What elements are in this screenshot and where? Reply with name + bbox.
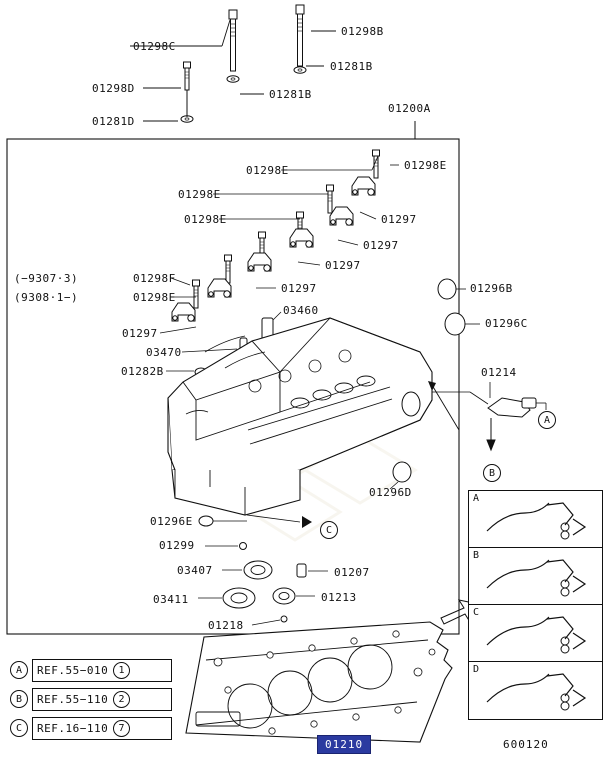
label-01281D: 01281D <box>92 115 135 128</box>
detail-sketch-b <box>469 548 600 603</box>
label-01281B-top: 01281B <box>330 60 373 73</box>
label-03470: 03470 <box>146 346 182 359</box>
ref-row-c[interactable] <box>32 717 172 740</box>
ref-row-c-text: REF.16−110 <box>37 722 109 735</box>
ref-row-b-text: REF.55−110 <box>37 693 109 706</box>
label-01207: 01207 <box>334 566 370 579</box>
label-01298F: 01298F <box>133 272 176 285</box>
drawing-number: 600120 <box>503 738 549 751</box>
detail-panel-c <box>468 604 603 663</box>
date-range-2: (9308·1−) <box>14 291 79 304</box>
label-01298B: 01298B <box>341 25 384 38</box>
callout-b[interactable]: B <box>483 464 501 482</box>
ref-letter-b: B <box>10 690 28 708</box>
label-01298D: 01298D <box>92 82 135 95</box>
label-01299: 01299 <box>159 539 195 552</box>
label-01200A: 01200A <box>388 102 431 115</box>
label-03411: 03411 <box>153 593 189 606</box>
detail-sketch-d <box>469 662 600 717</box>
detail-letter-d: D <box>473 664 480 675</box>
ref-row-c-num: 7 <box>113 720 130 737</box>
label-01296B: 01296B <box>470 282 513 295</box>
label-01297-4: 01297 <box>281 282 317 295</box>
label-01214: 01214 <box>481 366 517 379</box>
label-01298E-1: 01298E <box>246 164 289 177</box>
detail-panel-d <box>468 661 603 720</box>
detail-sketch-a <box>469 491 600 546</box>
label-01297-5: 01297 <box>122 327 158 340</box>
label-01298E-3: 01298E <box>178 188 221 201</box>
label-01281B: 01281B <box>269 88 312 101</box>
label-01296D: 01296D <box>369 486 412 499</box>
ref-row-a[interactable] <box>32 659 172 682</box>
label-01296E: 01296E <box>150 515 193 528</box>
label-01298E-5: 01298E <box>133 291 176 304</box>
selected-part-number[interactable]: 01210 <box>317 735 371 754</box>
label-01298E-4: 01298E <box>184 213 227 226</box>
label-03407: 03407 <box>177 564 213 577</box>
label-01218: 01218 <box>208 619 244 632</box>
ref-letter-c: C <box>10 719 28 737</box>
detail-panel-a <box>468 490 603 549</box>
callout-a[interactable]: A <box>538 411 556 429</box>
label-01297-2: 01297 <box>363 239 399 252</box>
ref-row-a-text: REF.55−010 <box>37 664 109 677</box>
label-01298C: 01298C <box>133 40 176 53</box>
label-01297-3: 01297 <box>325 259 361 272</box>
callout-c[interactable]: C <box>320 521 338 539</box>
ref-row-b-num: 2 <box>113 691 130 708</box>
detail-letter-a: A <box>473 493 480 504</box>
label-01213: 01213 <box>321 591 357 604</box>
ref-letter-a: A <box>10 661 28 679</box>
label-01282B: 01282B <box>121 365 164 378</box>
label-01296C: 01296C <box>485 317 528 330</box>
ref-row-a-num: 1 <box>113 662 130 679</box>
date-range-1: (−9307·3) <box>14 272 79 285</box>
detail-sketch-c <box>469 605 600 660</box>
ref-row-b[interactable] <box>32 688 172 711</box>
label-01298E-2: 01298E <box>404 159 447 172</box>
label-03460: 03460 <box>283 304 319 317</box>
detail-letter-b: B <box>473 550 480 561</box>
detail-letter-c: C <box>473 607 480 618</box>
detail-panel-b <box>468 547 603 606</box>
label-01297-1: 01297 <box>381 213 417 226</box>
